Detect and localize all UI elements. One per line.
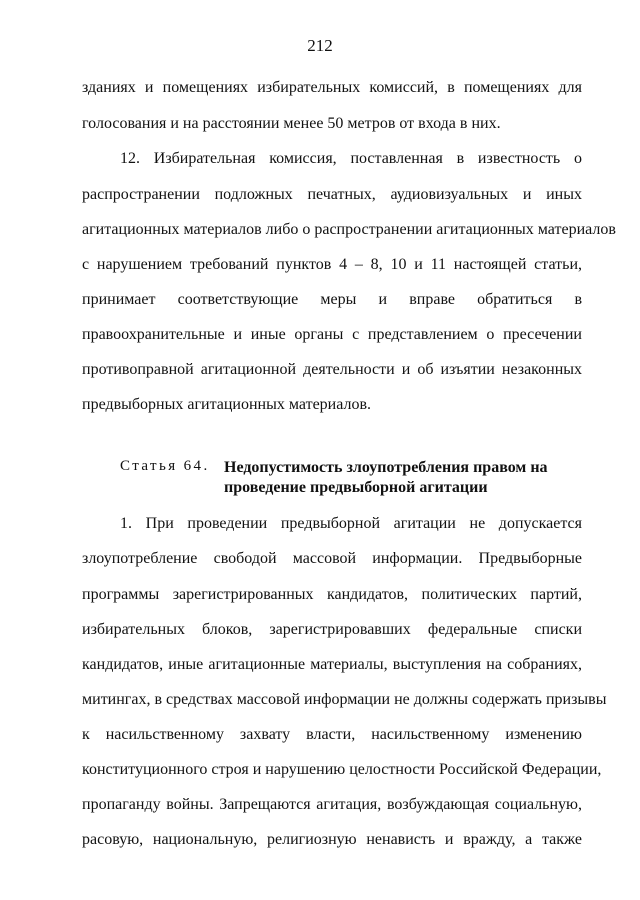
page-number: 212 (307, 36, 333, 55)
text-line: голосования и на расстоянии менее 50 метров от входа в них. (82, 115, 501, 132)
text-line: предвыборных агитационных материалов. (82, 396, 372, 413)
text-line: пропаганду войны. Запрещаются агитация, возбуждающая социальную, (82, 796, 582, 813)
article-title-line: проведение предвыборной агитации (224, 479, 488, 496)
text-line: правоохранительные и иные органы с представлением о пресечении (82, 326, 582, 343)
text-line: конституционного строя и нарушению целостности Российской Федерации, (82, 761, 602, 778)
text-line: митингах, в средствах массовой информации не должны содержать призывы (82, 691, 607, 708)
text-line: агитационных материалов либо о распространении агитационных материалов (82, 221, 616, 238)
text-line: кандидатов, иные агитационные материалы, выступления на собраниях, (82, 656, 582, 673)
text-line: зданиях и помещениях избирательных комиссий, в помещениях для (82, 79, 582, 96)
text-line: расовую, национальную, религиозную ненависть и вражду, а также (82, 831, 582, 848)
text-line: 12. Избирательная комиссия, поставленная в известность о (120, 150, 582, 167)
text-line: злоупотребление свободой массовой информации. Предвыборные (82, 550, 582, 567)
text-line: программы зарегистрированных кандидатов, политических партий, (82, 586, 582, 603)
text-line: избирательных блоков, зарегистрировавших федеральные списки (82, 621, 582, 638)
text-line: к насильственному захвату власти, насильственному изменению (82, 726, 582, 743)
text-line: 1. При проведении предвыборной агитации не допускается (120, 515, 582, 532)
text-line: принимает соответствующие меры и вправе обратиться в (82, 291, 582, 308)
text-line: с нарушением требований пунктов 4 – 8, 10 и 11 настоящей статьи, (82, 256, 582, 273)
article-label: Статья 64. (120, 458, 210, 474)
text-line: противоправной агитационной деятельности и об изъятии незаконных (82, 361, 582, 378)
article-title-line: Недопустимость злоупотребления правом на (224, 459, 548, 476)
text-line: распространении подложных печатных, аудиовизуальных и иных (82, 186, 582, 203)
